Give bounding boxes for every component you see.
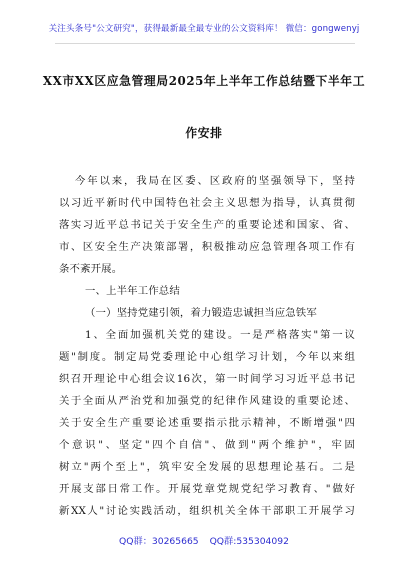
body-line: 题"制度。制定局党委理论中心组学习计划，今年以来组	[59, 351, 355, 363]
body-line: 树立"两个至上"，筑牢安全发展的思想理论基石。二是	[59, 461, 355, 473]
body-line: 个意识"、坚定"四个自信"、做到"两个维护"，牢固	[59, 439, 355, 451]
body-line: 关于安全生产重要论述重要指示批示精神，不断增强"四	[59, 417, 355, 429]
subsection-heading: （一）坚持党建引领，着力锻造忠诚担当应急铁军	[85, 307, 317, 319]
body-line: 条不紊开展。	[59, 263, 123, 275]
body-line: 落实习近平总书记关于安全生产的重要论述和国家、省、	[59, 219, 355, 231]
body-line: 开展支部日常工作。开展党章党规党纪学习教育、"做好	[59, 483, 355, 495]
body-line: 关于全面从严治党和加强党的纪律作风建设的重要论述、	[59, 395, 355, 407]
body-line: 1、全面加强机关党的建设。一是严格落实"第一议	[85, 329, 355, 341]
qq-group-1[interactable]: QQ群：30265665	[119, 536, 199, 547]
document-title-line-2: 作安排	[185, 126, 223, 140]
banner-divider	[55, 43, 355, 44]
qq-group-2[interactable]: QQ群:535304092	[209, 536, 289, 547]
document-title-line-1: XX市XX区应急管理局2025年上半年工作总结暨下半年工	[42, 74, 366, 88]
header-banner[interactable]: 关注头条号"公文研究"，获得最新最全最专业的公文资料库！ 微信：gongwenyj	[48, 24, 360, 34]
section-heading: 一、上半年工作总结	[85, 285, 180, 297]
body-line: 以习近平新时代中国特色社会主义思想为指导，认真贯彻	[59, 197, 355, 209]
footer-contacts	[0, 533, 408, 547]
body-line: 今年以来，我局在区委、区政府的坚强领导下，坚持	[75, 175, 355, 187]
body-line: 市、区安全生产决策部署，积极推动应急管理各项工作有	[59, 241, 355, 253]
body-line: 织召开理论中心组会议16次，第一时间学习习近平总书记	[59, 373, 355, 385]
body-line: 新XX人"讨论实践活动，组织机关全体干部职工开展学习	[59, 505, 355, 517]
